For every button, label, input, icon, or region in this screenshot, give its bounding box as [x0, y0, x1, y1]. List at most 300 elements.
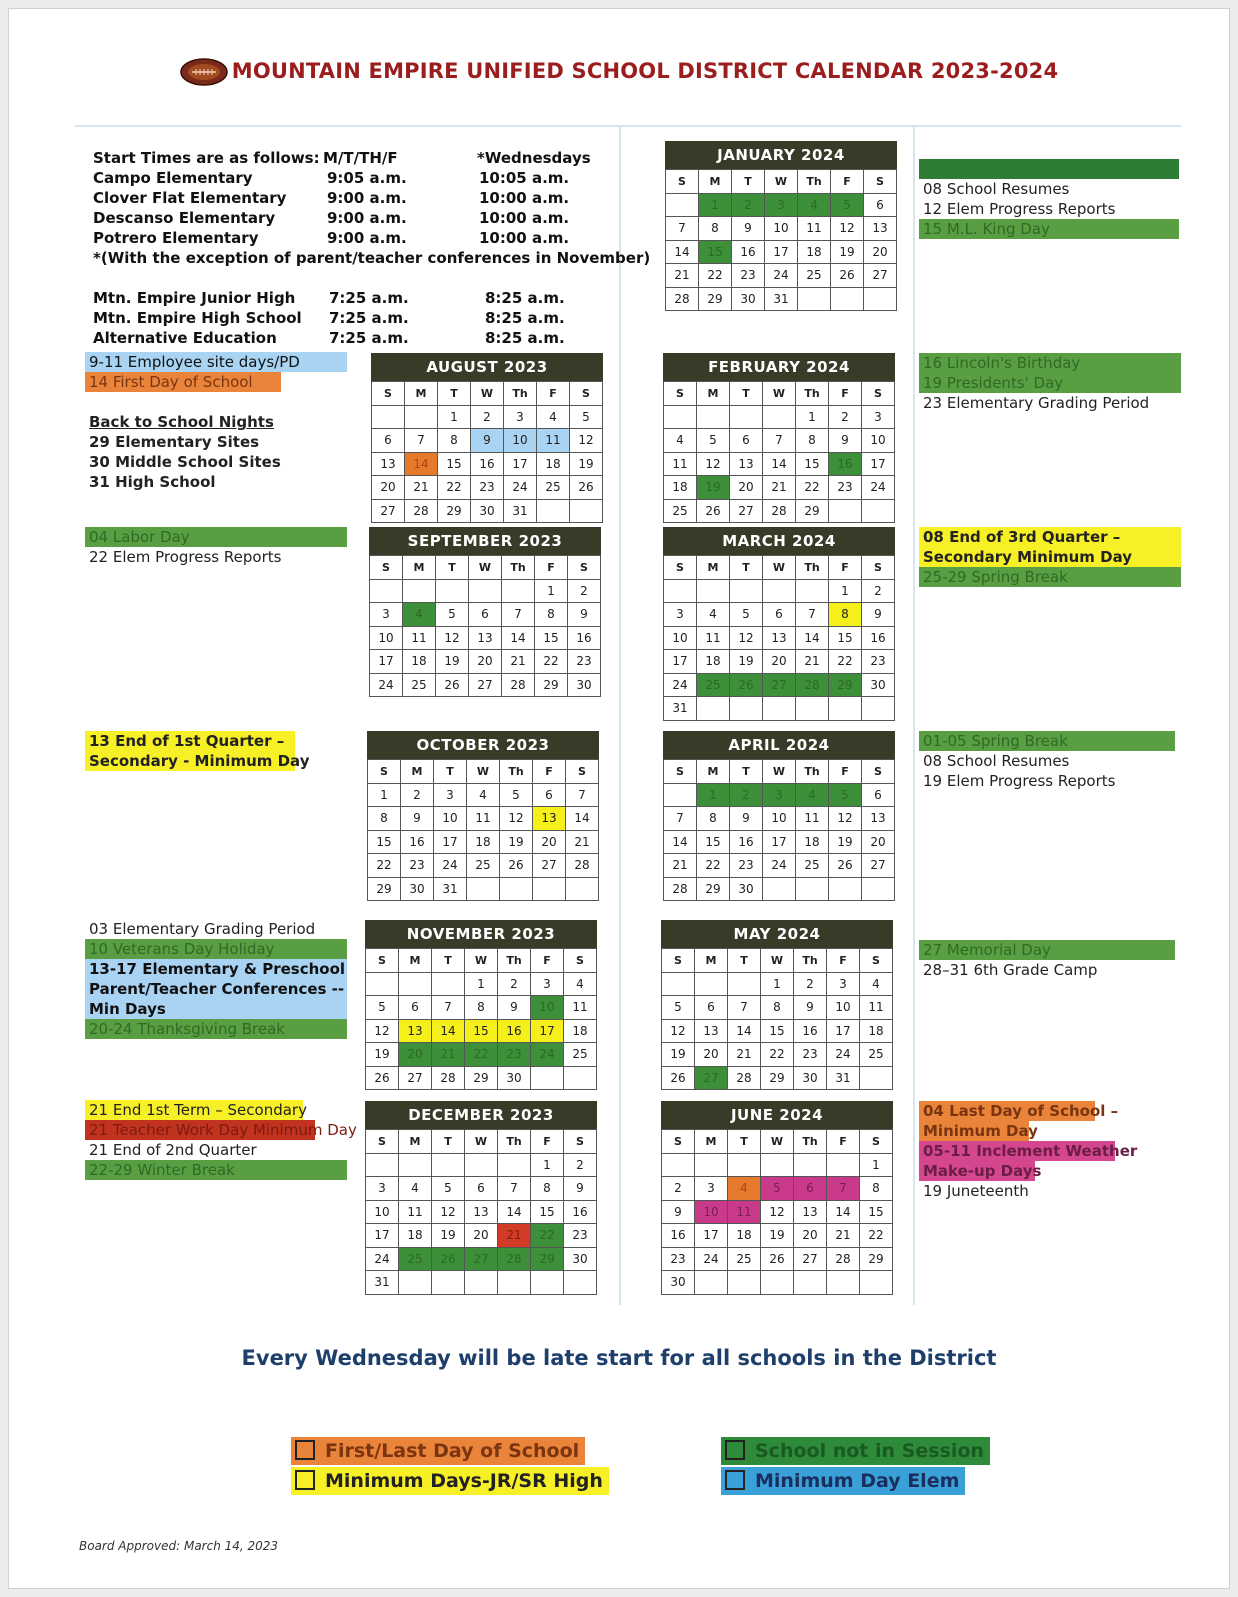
notes-january — [919, 159, 1179, 239]
empty-cell — [436, 580, 469, 604]
month-header: OCTOBER 2023 — [367, 731, 599, 759]
school-name: Alternative Education — [93, 329, 277, 347]
weekday-header: M — [403, 556, 436, 580]
day-cell: 9 — [732, 217, 765, 241]
right-divider — [913, 125, 915, 1305]
day-cell: 10 — [862, 429, 895, 453]
month-header: NOVEMBER 2023 — [365, 920, 597, 948]
weekday-header: F — [531, 1130, 564, 1154]
page-title — [9, 57, 1229, 87]
school-name: Descanso Elementary — [93, 209, 276, 227]
day-cell: 11 — [697, 627, 730, 651]
day-cell: 2 — [730, 784, 763, 808]
day-cell: 30 — [498, 1067, 531, 1091]
month-grid — [663, 759, 895, 901]
day-cell: 5 — [570, 406, 603, 430]
day-cell: 23 — [471, 476, 504, 500]
empty-cell — [763, 878, 796, 902]
day-cell: 20 — [862, 831, 895, 855]
day-cell: 14 — [664, 831, 697, 855]
school-name: Potrero Elementary — [93, 229, 259, 247]
weekday-header: W — [465, 949, 498, 973]
day-cell: 31 — [827, 1067, 860, 1091]
month-grid — [367, 759, 599, 901]
day-cell: 13 — [794, 1201, 827, 1225]
day-cell: 5 — [436, 603, 469, 627]
weekday-header: W — [467, 760, 500, 784]
day-cell: 5 — [662, 996, 695, 1020]
day-cell: 1 — [829, 580, 862, 604]
weekday-header: S — [564, 949, 597, 973]
weekday-header: S — [372, 382, 405, 406]
wed-time: 10:05 a.m. — [479, 169, 570, 187]
day-cell: 21 — [432, 1043, 465, 1067]
day-cell: 6 — [794, 1177, 827, 1201]
day-cell: 26 — [761, 1248, 794, 1272]
day-cell: 8 — [531, 1177, 564, 1201]
note-mar-spring-break: 25-29 Spring Break — [919, 567, 1181, 587]
day-cell: 10 — [765, 217, 798, 241]
empty-cell — [537, 500, 570, 524]
day-cell: 29 — [796, 500, 829, 524]
day-cell: 20 — [763, 650, 796, 674]
empty-cell — [666, 194, 699, 218]
day-cell: 12 — [500, 807, 533, 831]
note-apr-progress: 19 Elem Progress Reports — [923, 772, 1116, 790]
day-cell: 27 — [695, 1067, 728, 1091]
mttf-column-header: M/T/TH/F — [323, 149, 398, 167]
day-cell: 11 — [403, 627, 436, 651]
day-cell: 3 — [366, 1177, 399, 1201]
empty-cell — [730, 580, 763, 604]
day-cell: 3 — [763, 784, 796, 808]
weekday-header: F — [537, 382, 570, 406]
day-cell: 26 — [662, 1067, 695, 1091]
day-cell: 16 — [794, 1020, 827, 1044]
note-pd-days: 9-11 Employee site days/PD — [85, 352, 347, 372]
day-cell: 11 — [564, 996, 597, 1020]
school-name: Mtn. Empire Junior High — [93, 289, 296, 307]
day-cell: 28 — [498, 1248, 531, 1272]
day-cell: 2 — [568, 580, 601, 604]
day-cell: 15 — [761, 1020, 794, 1044]
day-cell: 26 — [570, 476, 603, 500]
month-header: JANUARY 2024 — [665, 141, 897, 169]
day-cell: 6 — [862, 784, 895, 808]
day-cell: 16 — [730, 831, 763, 855]
day-cell: 25 — [467, 854, 500, 878]
empty-cell — [664, 580, 697, 604]
day-cell: 11 — [467, 807, 500, 831]
day-cell: 3 — [695, 1177, 728, 1201]
day-cell: 14 — [827, 1201, 860, 1225]
legend-orange-swatch — [295, 1440, 315, 1460]
late-start-notice: Every Wednesday will be late start for all schools in the District — [241, 1346, 997, 1370]
note-makeup-days: Make-up Days — [919, 1161, 1035, 1181]
day-cell: 18 — [467, 831, 500, 855]
day-cell: 26 — [366, 1067, 399, 1091]
empty-cell — [370, 580, 403, 604]
weekday-header: T — [730, 760, 763, 784]
weekday-header: Th — [796, 382, 829, 406]
day-cell: 4 — [728, 1177, 761, 1201]
day-cell: 19 — [761, 1224, 794, 1248]
calendar-november — [365, 920, 597, 1090]
legend-not-in-session — [721, 1437, 990, 1465]
calendar-march — [663, 527, 895, 721]
empty-cell — [531, 1271, 564, 1295]
day-cell: 3 — [827, 973, 860, 997]
day-cell: 5 — [829, 784, 862, 808]
day-cell: 9 — [471, 429, 504, 453]
day-cell: 19 — [436, 650, 469, 674]
note-mlk-day: 15 M.L. King Day — [919, 219, 1179, 239]
note-conferences-3: Min Days — [85, 999, 347, 1019]
day-cell: 16 — [564, 1201, 597, 1225]
day-cell: 28 — [405, 500, 438, 524]
empty-cell — [533, 878, 566, 902]
weekday-header: Th — [498, 1130, 531, 1154]
day-cell: 15 — [465, 1020, 498, 1044]
day-cell: 13 — [533, 807, 566, 831]
day-cell: 10 — [370, 627, 403, 651]
day-cell: 12 — [570, 429, 603, 453]
day-cell: 15 — [531, 1201, 564, 1225]
day-cell: 10 — [827, 996, 860, 1020]
day-cell: 8 — [535, 603, 568, 627]
day-cell: 23 — [498, 1043, 531, 1067]
day-cell: 15 — [368, 831, 401, 855]
day-cell: 27 — [399, 1067, 432, 1091]
day-cell: 12 — [432, 1201, 465, 1225]
day-cell: 17 — [531, 1020, 564, 1044]
empty-cell — [763, 580, 796, 604]
day-cell: 29 — [438, 500, 471, 524]
wed-time: 10:00 a.m. — [479, 209, 570, 227]
day-cell: 17 — [765, 241, 798, 265]
weekday-header: W — [765, 170, 798, 194]
day-cell: 2 — [732, 194, 765, 218]
day-cell: 7 — [763, 429, 796, 453]
day-cell: 13 — [372, 453, 405, 477]
day-cell: 4 — [564, 973, 597, 997]
day-cell: 20 — [399, 1043, 432, 1067]
weekday-header: T — [732, 170, 765, 194]
day-cell: 6 — [763, 603, 796, 627]
day-cell: 18 — [697, 650, 730, 674]
day-cell: 16 — [829, 453, 862, 477]
day-cell: 14 — [432, 1020, 465, 1044]
day-cell: 25 — [798, 264, 831, 288]
weekday-header: M — [699, 170, 732, 194]
day-cell: 18 — [537, 453, 570, 477]
day-cell: 24 — [765, 264, 798, 288]
day-cell: 4 — [399, 1177, 432, 1201]
day-cell: 23 — [568, 650, 601, 674]
month-grid — [663, 381, 895, 523]
day-cell: 17 — [695, 1224, 728, 1248]
weekday-header: Th — [504, 382, 537, 406]
notes-may — [919, 940, 1175, 980]
empty-cell — [728, 1154, 761, 1178]
day-cell: 6 — [730, 429, 763, 453]
exception-note: *(With the exception of parent/teacher conferences in November) — [93, 249, 651, 267]
day-cell: 14 — [405, 453, 438, 477]
day-cell: 9 — [794, 996, 827, 1020]
day-cell: 3 — [370, 603, 403, 627]
day-cell: 3 — [434, 784, 467, 808]
day-cell: 20 — [730, 476, 763, 500]
notes-june — [919, 1101, 1138, 1201]
day-cell: 28 — [666, 288, 699, 312]
empty-cell — [432, 1271, 465, 1295]
note-last-day-min: Minimum Day — [919, 1121, 1029, 1141]
day-cell: 17 — [434, 831, 467, 855]
day-cell: 31 — [366, 1271, 399, 1295]
day-cell: 7 — [498, 1177, 531, 1201]
note-bts-middle: 30 Middle School Sites — [89, 453, 281, 471]
weekday-header: W — [761, 949, 794, 973]
day-cell: 27 — [533, 854, 566, 878]
day-cell: 9 — [564, 1177, 597, 1201]
day-cell: 11 — [664, 453, 697, 477]
day-cell: 23 — [730, 854, 763, 878]
weekday-header: F — [829, 760, 862, 784]
day-cell: 18 — [798, 241, 831, 265]
day-cell: 9 — [662, 1201, 695, 1225]
note-bts-elementary: 29 Elementary Sites — [89, 433, 260, 451]
day-cell: 13 — [695, 1020, 728, 1044]
empty-cell — [697, 580, 730, 604]
weekday-header: F — [535, 556, 568, 580]
day-cell: 5 — [730, 603, 763, 627]
day-cell: 23 — [401, 854, 434, 878]
day-cell: 21 — [763, 476, 796, 500]
day-cell: 1 — [531, 1154, 564, 1178]
weekday-header: T — [432, 1130, 465, 1154]
wed-time: 8:25 a.m. — [485, 289, 565, 307]
day-cell: 7 — [502, 603, 535, 627]
day-cell: 15 — [697, 831, 730, 855]
day-cell: 28 — [566, 854, 599, 878]
month-header: SEPTEMBER 2023 — [369, 527, 601, 555]
day-cell: 21 — [566, 831, 599, 855]
day-cell: 15 — [535, 627, 568, 651]
start-times-label: Start Times are as follows: — [93, 149, 320, 167]
empty-cell — [531, 1067, 564, 1091]
day-cell: 20 — [533, 831, 566, 855]
weekday-header: T — [728, 949, 761, 973]
weekday-header: S — [662, 949, 695, 973]
legend-first-last — [291, 1437, 585, 1465]
day-cell: 20 — [695, 1043, 728, 1067]
day-cell: 1 — [761, 973, 794, 997]
day-cell: 19 — [662, 1043, 695, 1067]
day-cell: 19 — [831, 241, 864, 265]
note-conferences-2: Parent/Teacher Conferences -- — [85, 979, 347, 999]
day-cell: 27 — [730, 500, 763, 524]
weekday-header: W — [471, 382, 504, 406]
day-cell: 25 — [728, 1248, 761, 1272]
day-cell: 8 — [699, 217, 732, 241]
weekday-header: W — [763, 556, 796, 580]
day-cell: 30 — [568, 674, 601, 698]
day-cell: 22 — [699, 264, 732, 288]
day-cell: 14 — [666, 241, 699, 265]
empty-cell — [829, 500, 862, 524]
empty-cell — [763, 406, 796, 430]
day-cell: 13 — [864, 217, 897, 241]
day-cell: 25 — [403, 674, 436, 698]
note-veterans-day: 10 Veterans Day Holiday — [85, 939, 347, 959]
weekday-header: S — [666, 170, 699, 194]
day-cell: 7 — [432, 996, 465, 1020]
weekday-header: S — [568, 556, 601, 580]
weekday-header: F — [827, 1130, 860, 1154]
day-cell: 2 — [498, 973, 531, 997]
weekday-header: M — [697, 382, 730, 406]
day-cell: 4 — [537, 406, 570, 430]
back-to-school-heading: Back to School Nights — [89, 413, 274, 431]
weekday-header: Th — [796, 556, 829, 580]
day-cell: 17 — [504, 453, 537, 477]
day-cell: 26 — [432, 1248, 465, 1272]
day-cell: 18 — [403, 650, 436, 674]
day-cell: 27 — [469, 674, 502, 698]
day-cell: 29 — [368, 878, 401, 902]
calendar-august — [371, 353, 603, 523]
day-cell: 29 — [531, 1248, 564, 1272]
day-cell: 17 — [763, 831, 796, 855]
day-cell: 7 — [666, 217, 699, 241]
day-cell: 20 — [372, 476, 405, 500]
day-cell: 12 — [436, 627, 469, 651]
day-cell: 23 — [862, 650, 895, 674]
empty-cell — [498, 1271, 531, 1295]
notes-august — [85, 352, 347, 492]
day-cell: 5 — [761, 1177, 794, 1201]
empty-cell — [432, 973, 465, 997]
day-cell: 24 — [434, 854, 467, 878]
day-cell: 27 — [862, 854, 895, 878]
empty-cell — [862, 878, 895, 902]
day-cell: 16 — [568, 627, 601, 651]
page-title-text: MOUNTAIN EMPIRE UNIFIED SCHOOL DISTRICT CALENDAR 2023-2024 — [231, 59, 1059, 83]
calendar-june — [661, 1101, 893, 1295]
wed-time: 10:00 a.m. — [479, 229, 570, 247]
day-cell: 22 — [796, 476, 829, 500]
weekday-header: W — [469, 556, 502, 580]
note-grading-period: 03 Elementary Grading Period — [89, 920, 316, 938]
day-cell: 7 — [566, 784, 599, 808]
day-cell: 2 — [662, 1177, 695, 1201]
day-cell: 17 — [370, 650, 403, 674]
day-cell: 26 — [831, 264, 864, 288]
note-grade-camp: 28–31 6th Grade Camp — [923, 961, 1098, 979]
weekday-header: Th — [500, 760, 533, 784]
wednesday-column-header: *Wednesdays — [477, 149, 591, 167]
day-cell: 26 — [730, 674, 763, 698]
day-cell: 14 — [502, 627, 535, 651]
empty-cell — [695, 973, 728, 997]
day-cell: 21 — [502, 650, 535, 674]
day-cell: 22 — [761, 1043, 794, 1067]
day-cell: 6 — [399, 996, 432, 1020]
empty-cell — [465, 1154, 498, 1178]
note-end-term: 21 End 1st Term – Secondary — [85, 1100, 303, 1120]
mttf-time: 9:05 a.m. — [327, 169, 407, 187]
empty-cell — [796, 697, 829, 721]
month-grid — [663, 555, 895, 721]
day-cell: 8 — [368, 807, 401, 831]
day-cell: 1 — [465, 973, 498, 997]
legend-blue-swatch — [725, 1470, 745, 1490]
day-cell: 23 — [794, 1043, 827, 1067]
day-cell: 18 — [399, 1224, 432, 1248]
day-cell: 7 — [796, 603, 829, 627]
day-cell: 18 — [564, 1020, 597, 1044]
day-cell: 28 — [827, 1248, 860, 1272]
notes-november — [85, 919, 347, 1039]
day-cell: 27 — [864, 264, 897, 288]
day-cell: 1 — [699, 194, 732, 218]
day-cell: 3 — [862, 406, 895, 430]
mttf-time: 7:25 a.m. — [329, 309, 409, 327]
empty-cell — [862, 500, 895, 524]
note-bts-high: 31 High School — [89, 473, 216, 491]
day-cell: 4 — [467, 784, 500, 808]
weekday-header: S — [370, 556, 403, 580]
weekday-header: W — [465, 1130, 498, 1154]
legend-not-in-session-label: School not in Session — [755, 1440, 984, 1462]
day-cell: 23 — [829, 476, 862, 500]
legend-min-jrsr-label: Minimum Days-JR/SR High — [325, 1470, 603, 1492]
note-apr-resumes: 08 School Resumes — [923, 752, 1070, 770]
day-cell: 3 — [504, 406, 537, 430]
weekday-header: Th — [798, 170, 831, 194]
weekday-header: S — [862, 556, 895, 580]
day-cell: 30 — [732, 288, 765, 312]
empty-cell — [366, 973, 399, 997]
day-cell: 6 — [864, 194, 897, 218]
month-grid — [665, 169, 897, 311]
legend-min-elem — [721, 1467, 965, 1495]
note-end-q3: 08 End of 3rd Quarter – — [919, 527, 1181, 547]
day-cell: 26 — [697, 500, 730, 524]
calendar-may — [661, 920, 893, 1090]
day-cell: 10 — [504, 429, 537, 453]
day-cell: 2 — [401, 784, 434, 808]
empty-cell — [862, 697, 895, 721]
day-cell: 13 — [730, 453, 763, 477]
day-cell: 25 — [537, 476, 570, 500]
day-cell: 7 — [728, 996, 761, 1020]
day-cell: 3 — [765, 194, 798, 218]
legend-min-jrsr — [291, 1467, 609, 1495]
weekday-header: T — [730, 556, 763, 580]
weekday-header: T — [728, 1130, 761, 1154]
day-cell: 11 — [798, 217, 831, 241]
empty-cell — [827, 1154, 860, 1178]
day-cell: 20 — [465, 1224, 498, 1248]
day-cell: 10 — [366, 1201, 399, 1225]
weekday-header: T — [438, 382, 471, 406]
day-cell: 1 — [796, 406, 829, 430]
empty-cell — [728, 973, 761, 997]
day-cell: 22 — [531, 1224, 564, 1248]
day-cell: 9 — [730, 807, 763, 831]
empty-cell — [763, 697, 796, 721]
